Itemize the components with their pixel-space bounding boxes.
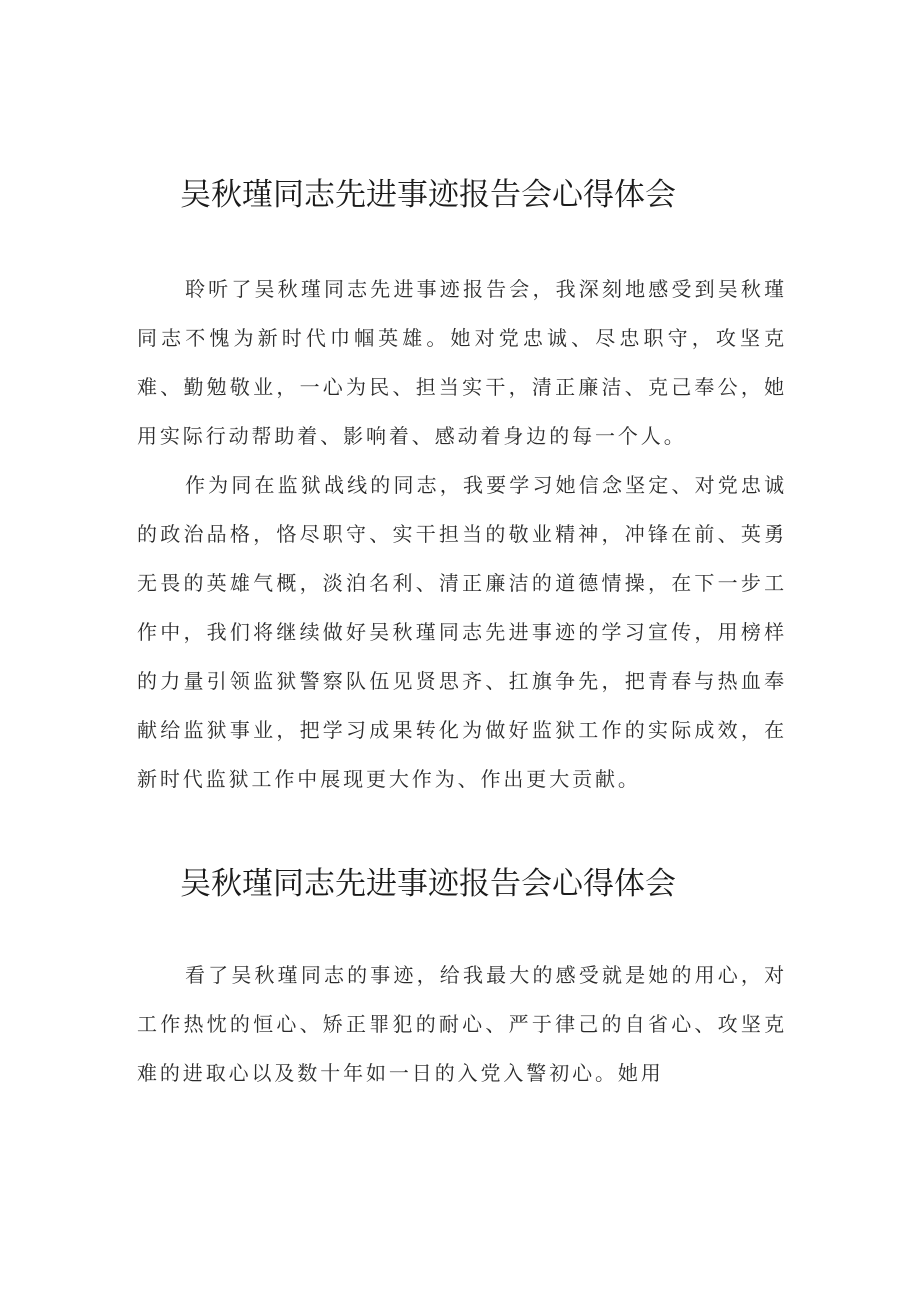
body-paragraph: 作为同在监狱战线的同志，我要学习她信念坚定、对党忠诚的政治品格，恪尽职守、实干担当的敬业精神，冲锋在前、英勇无畏的英雄气概，淡泊名利、清正廉洁的道德情操，在下一步工作中，我们将继续做好吴秋瑾同志先进事迹的学习宣传，用榜样的力量引领监狱警察队伍见贤思齐、扛旗争先，把青春与热血奉献给监狱事业，把学习成果转化为做好监狱工作的实际成效，在新时代监狱工作中展现更大作为、作出更大贡献。 — [137, 473, 787, 791]
body-paragraph: 看了吴秋瑾同志的事迹，给我最大的感受就是她的用心，对工作热忱的恒心、矫正罪犯的耐心、严于律己的自省心、攻坚克难的进取心以及数十年如一日的入党入警初心。她用 — [137, 963, 787, 1085]
section-title: 吴秋瑾同志先进事迹报告会心得体会 — [180, 177, 676, 213]
section-title: 吴秋瑾同志先进事迹报告会心得体会 — [180, 866, 676, 902]
body-paragraph: 聆听了吴秋瑾同志先进事迹报告会，我深刻地感受到吴秋瑾同志不愧为新时代巾帼英雄。她对党忠诚、尽忠职守，攻坚克难、勤勉敬业，一心为民、担当实干，清正廉洁、克己奉公，她用实际行动帮助着、影响着、感动着身边的每一个人。 — [137, 277, 787, 448]
